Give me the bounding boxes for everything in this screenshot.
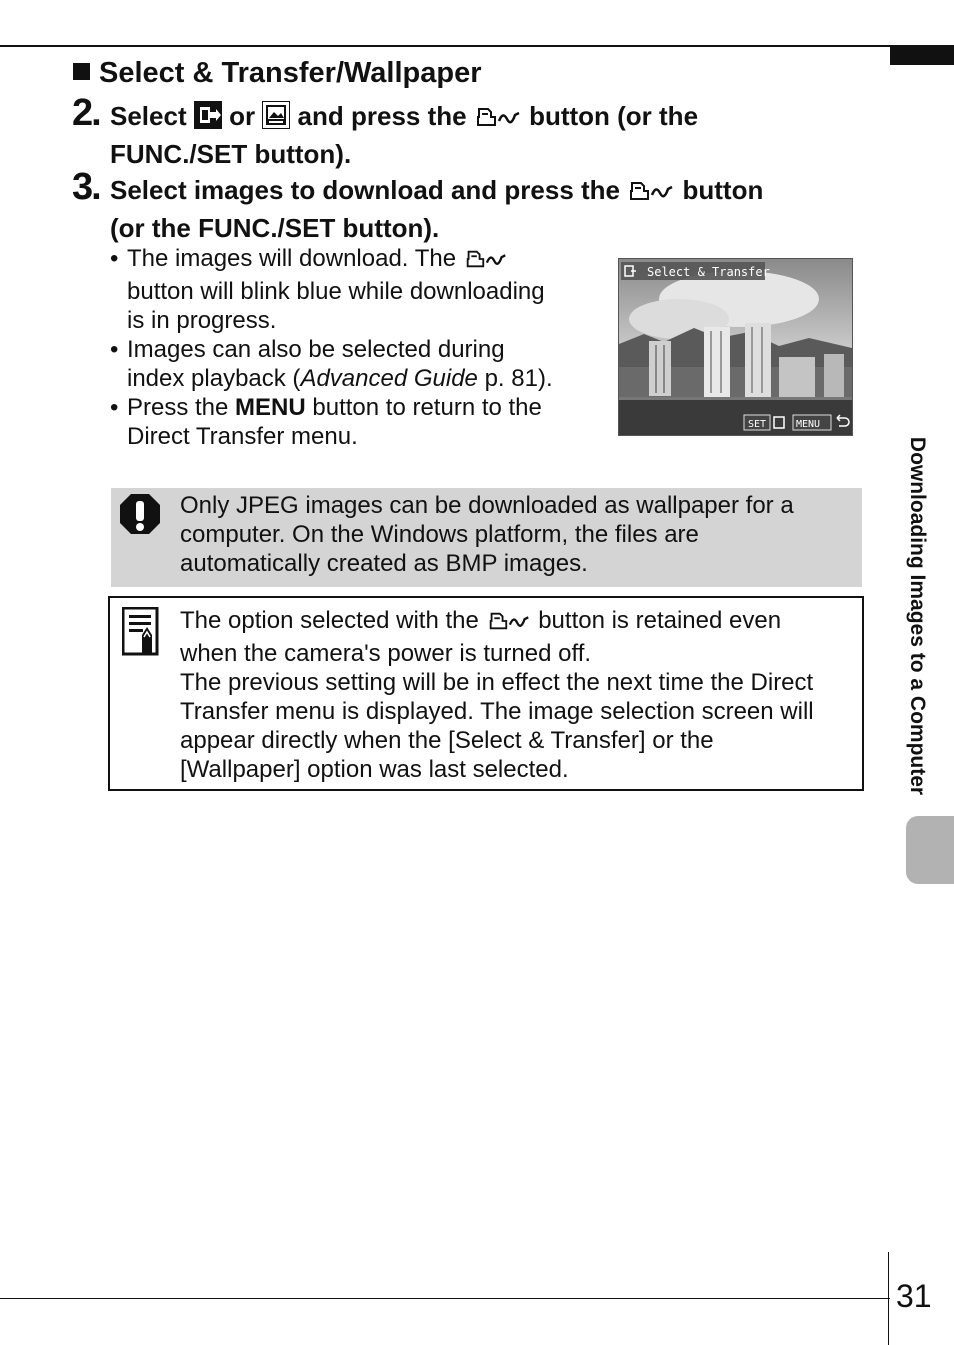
caution-icon bbox=[119, 493, 161, 542]
section-title: Select & Transfer/Wallpaper bbox=[73, 57, 482, 90]
list-item: • Press the MENU button to return to the Direct Transfer menu. bbox=[110, 393, 590, 451]
step-2-number: 2. bbox=[72, 92, 100, 134]
select-transfer-icon bbox=[194, 101, 222, 137]
list-item: • Images can also be selected during index playback (Advanced Guide p. 81). bbox=[110, 335, 590, 393]
print-share-icon bbox=[627, 177, 675, 211]
wallpaper-icon bbox=[262, 101, 290, 137]
camera-screen-image bbox=[618, 258, 853, 436]
list-item: • The images will download. The button will blink blue while downloading is in progress. bbox=[110, 244, 590, 335]
chapter-tab bbox=[890, 46, 954, 65]
note-icon bbox=[122, 607, 160, 662]
caution-text: Only JPEG images can be downloaded as wallpaper for a computer. On the Windows platform, the files are automatically created as BMP images. bbox=[180, 492, 794, 577]
print-share-icon bbox=[486, 610, 532, 639]
print-share-icon bbox=[463, 248, 509, 277]
print-share-icon bbox=[474, 103, 522, 137]
top-rule bbox=[0, 45, 954, 47]
chapter-thumb-tab bbox=[906, 816, 954, 884]
step-3-text: Select images to download and press the button (or the FUNC./SET button). bbox=[110, 175, 764, 243]
page-number: 31 bbox=[896, 1278, 932, 1314]
screen-set-label: SET bbox=[748, 419, 767, 430]
screen-menu-label: MENU bbox=[796, 419, 821, 430]
bottom-rule bbox=[0, 1298, 890, 1299]
square-bullet-icon bbox=[73, 63, 90, 80]
step-3-bullets bbox=[110, 244, 590, 451]
step-3-number: 3. bbox=[72, 166, 100, 208]
step-2-text: Select or and press the button (or the FUNC./SET button). bbox=[110, 101, 699, 169]
screen-header-label: Select & Transfer bbox=[647, 265, 770, 279]
chapter-side-label: Downloading Images to a Computer bbox=[906, 436, 929, 796]
note-text: The option selected with the button is retained even when the camera's power is turned off. The previous setting will be in effect the next time the Direct Transfer menu is displayed. The image selection screen will appear directly when the [Select & Transfer] or the [Wallpaper] option was last selected. bbox=[180, 607, 814, 783]
page-number-divider bbox=[888, 1252, 889, 1345]
